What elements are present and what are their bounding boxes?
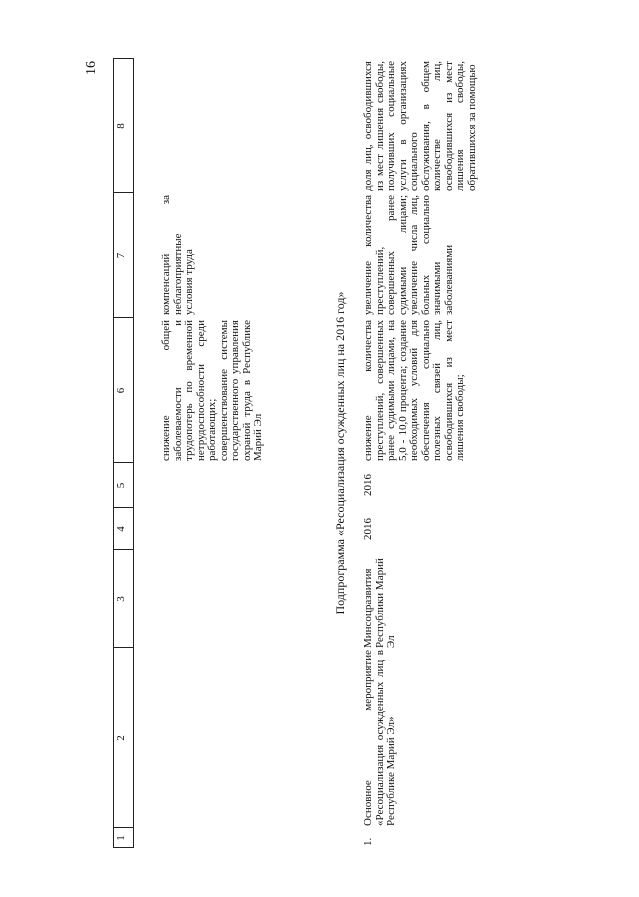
executor: Минсоцразвития Республики Марий Эл (362, 558, 397, 648)
consequences: увеличение количества преступлений, совершенных ранее судимыми лицами; увеличение числа лиц, больных социально значимыми заболеваниями (362, 195, 455, 315)
header-col-5: 5 (115, 482, 127, 489)
header-col-3: 3 (115, 596, 127, 602)
year-start: 2016 (362, 518, 374, 540)
row-number: 1. (362, 837, 374, 846)
subprogram-title: Подпрограмма «Ресоциализация осужденных лиц на 2016 год» (333, 291, 347, 615)
header-col-7: 7 (115, 252, 127, 259)
header-col-4: 4 (115, 526, 127, 532)
header-col-8: 8 (115, 123, 127, 129)
rotated-table (113, 58, 533, 848)
header-col-2: 2 (115, 735, 127, 741)
expected-result: снижение количества преступлений, совершенных ранее судимыми лицами, на 5,0 - 10,0 процента; создание необходимых условий для обеспечения социально полезных связей лиц, освободившихся из мест лишения свободы; (362, 320, 466, 461)
header-col-1: 1 (115, 835, 127, 841)
year-end: 2016 (362, 474, 374, 496)
header-bottom-border (133, 58, 134, 848)
cont-row-consequences: компенсаций за неблагоприятные условия труда (160, 195, 195, 315)
page-number: 16 (84, 61, 99, 75)
measure-name: Основное мероприятие «Ресоциализация осужденных лиц в Республике Марий Эл» (362, 650, 397, 826)
table-top-border (113, 58, 114, 848)
header-col-6: 6 (115, 387, 127, 394)
cont-row-result: снижение общей заболеваемости и трудопотерь по временной нетрудоспособности среди работающих; совершенствование системы государственного управления охраной труда в Республике Марий Эл (160, 320, 264, 461)
indicator: доля лиц, освободившихся из мест лишения свободы, получивших социальные услуги в организациях социального обслуживания, в общем количестве лиц, освободившихся из мест лишения свободы, обратившихся за помощью (362, 61, 478, 191)
